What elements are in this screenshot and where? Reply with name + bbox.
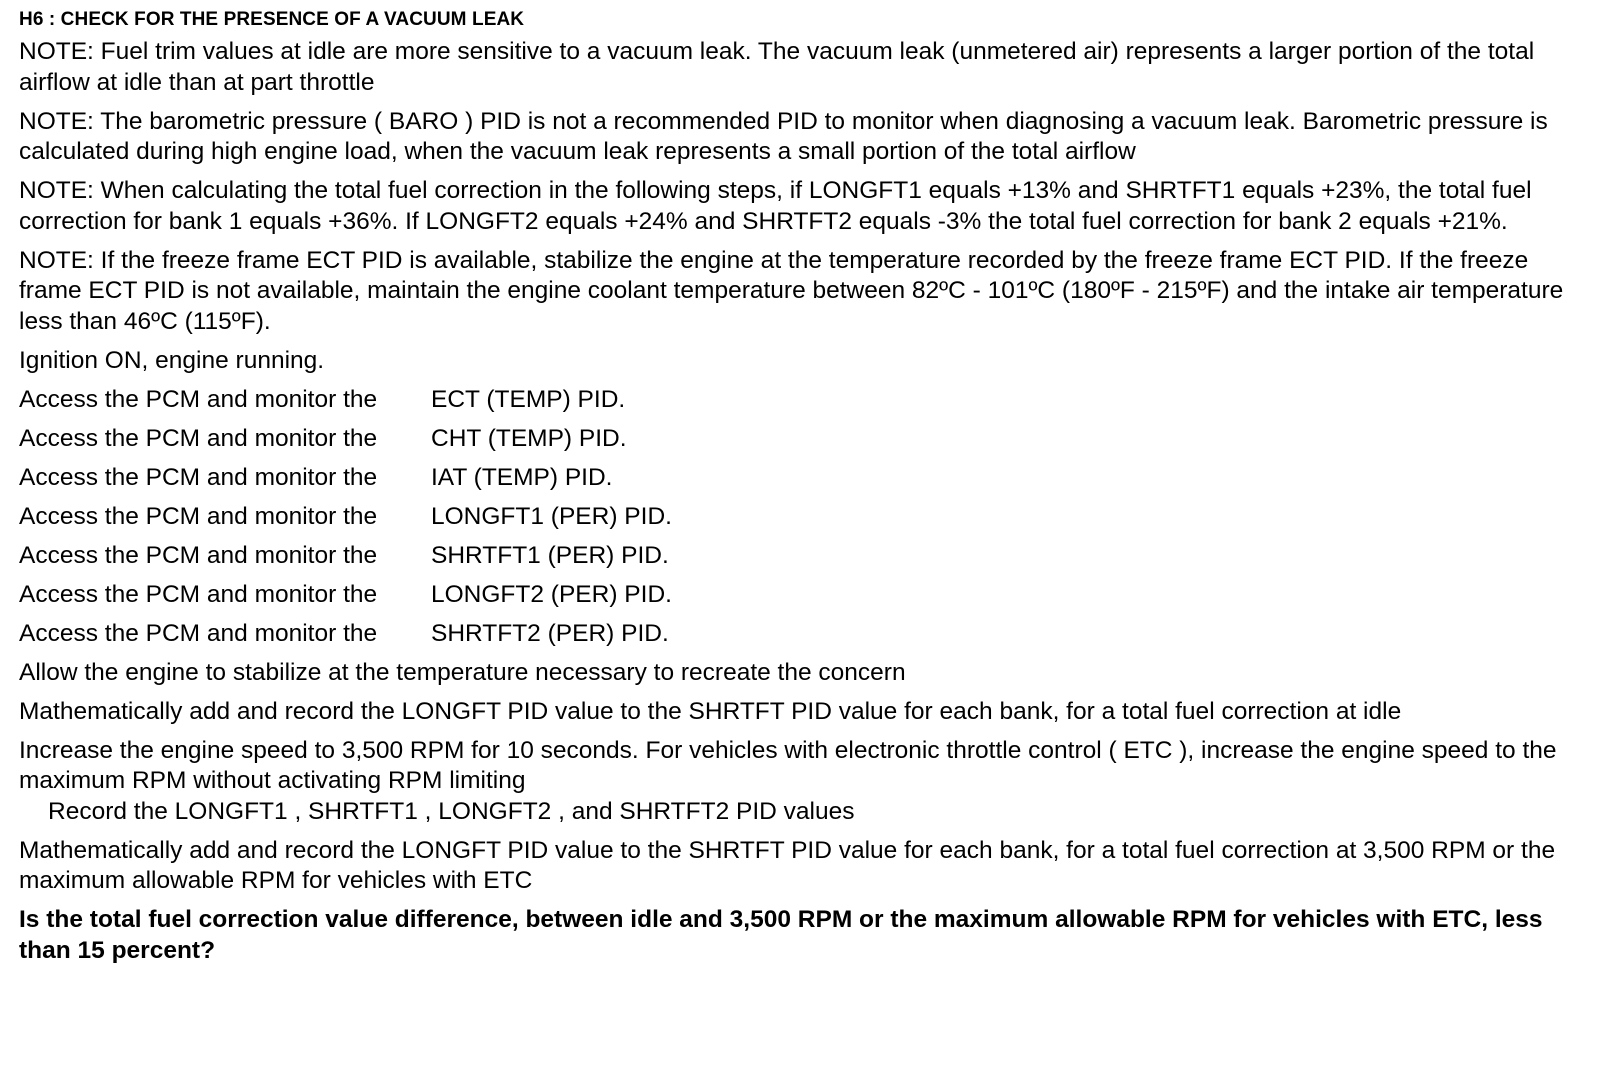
- monitor-prefix: Access the PCM and monitor the: [19, 385, 378, 413]
- monitor-prefix: Access the PCM and monitor the: [19, 424, 378, 452]
- document-body: [19, 8, 1589, 966]
- monitor-pid: LONGFT2 (PER) PID.: [431, 580, 672, 608]
- monitor-step-iat: [19, 463, 1589, 494]
- increase-speed-step: Increase the engine speed to 3,500 RPM for 10 seconds. For vehicles with electronic throttle control ( ETC ), increase the engine speed to the maximum RPM without activating RPM limiting: [19, 736, 1557, 794]
- monitor-step-shrtft2: [19, 619, 1589, 650]
- monitor-step-longft2: [19, 580, 1589, 611]
- note-fuel-trim: NOTE: Fuel trim values at idle are more sensitive to a vacuum leak. The vacuum leak (unmetered air) represents a larger portion of the total airflow at idle than at part throttle: [19, 38, 1535, 96]
- monitor-prefix: Access the PCM and monitor the: [19, 502, 378, 530]
- monitor-pid: SHRTFT2 (PER) PID.: [431, 619, 669, 647]
- monitor-prefix: Access the PCM and monitor the: [19, 541, 378, 569]
- note-baro: NOTE: The barometric pressure ( BARO ) PID is not a recommended PID to monitor when diagnosing a vacuum leak. Barometric pressure is calculated during high engine load, when the vacuum leak represents a small portion of the total airflow: [19, 107, 1548, 165]
- monitor-pid: ECT (TEMP) PID.: [431, 385, 626, 413]
- monitor-prefix: Access the PCM and monitor the: [19, 580, 378, 608]
- note-freeze-frame: NOTE: If the freeze frame ECT PID is available, stabilize the engine at the temperature recorded by the freeze frame ECT PID. If the freeze frame ECT PID is not available, maintain the engine coolant temperature between 82ºC - 101ºC (180ºF - 215ºF) and the intake air temperature less than 46ºC (115ºF).: [19, 246, 1564, 335]
- record-values-step: Record the LONGFT1 , SHRTFT1 , LONGFT2 , and SHRTFT2 PID values: [48, 797, 855, 825]
- monitor-pid: CHT (TEMP) PID.: [431, 424, 627, 452]
- decision-question: Is the total fuel correction value difference, between idle and 3,500 RPM or the maximum allowable RPM for vehicles with ETC, less than 15 percent?: [19, 906, 1543, 964]
- monitor-pid: LONGFT1 (PER) PID.: [431, 502, 672, 530]
- step-heading: H6 : CHECK FOR THE PRESENCE OF A VACUUM LEAK: [19, 9, 525, 30]
- monitor-step-longft1: [19, 502, 1589, 533]
- monitor-step-shrtft1: [19, 541, 1589, 572]
- stabilize-step: Allow the engine to stabilize at the temperature necessary to recreate the concern: [19, 658, 906, 686]
- ignition-step: Ignition ON, engine running.: [19, 346, 325, 374]
- monitor-pid: SHRTFT1 (PER) PID.: [431, 541, 669, 569]
- monitor-pid: IAT (TEMP) PID.: [431, 463, 613, 491]
- add-idle-step: Mathematically add and record the LONGFT PID value to the SHRTFT PID value for each bank, for a total fuel correction at idle: [19, 697, 1402, 725]
- note-calculation-example: NOTE: When calculating the total fuel correction in the following steps, if LONGFT1 equals +13% and SHRTFT1 equals +23%, the total fuel correction for bank 1 equals +36%. If LONGFT2 equals +24% and SHRTFT2 equals -3% the total fuel correction for bank 2 equals +21%.: [19, 177, 1532, 235]
- monitor-prefix: Access the PCM and monitor the: [19, 619, 378, 647]
- monitor-step-cht: [19, 424, 1589, 455]
- monitor-step-ect: [19, 385, 1589, 416]
- add-rpm-step: Mathematically add and record the LONGFT PID value to the SHRTFT PID value for each bank, for a total fuel correction at 3,500 RPM or the maximum allowable RPM for vehicles with ETC: [19, 836, 1556, 894]
- monitor-prefix: Access the PCM and monitor the: [19, 463, 378, 491]
